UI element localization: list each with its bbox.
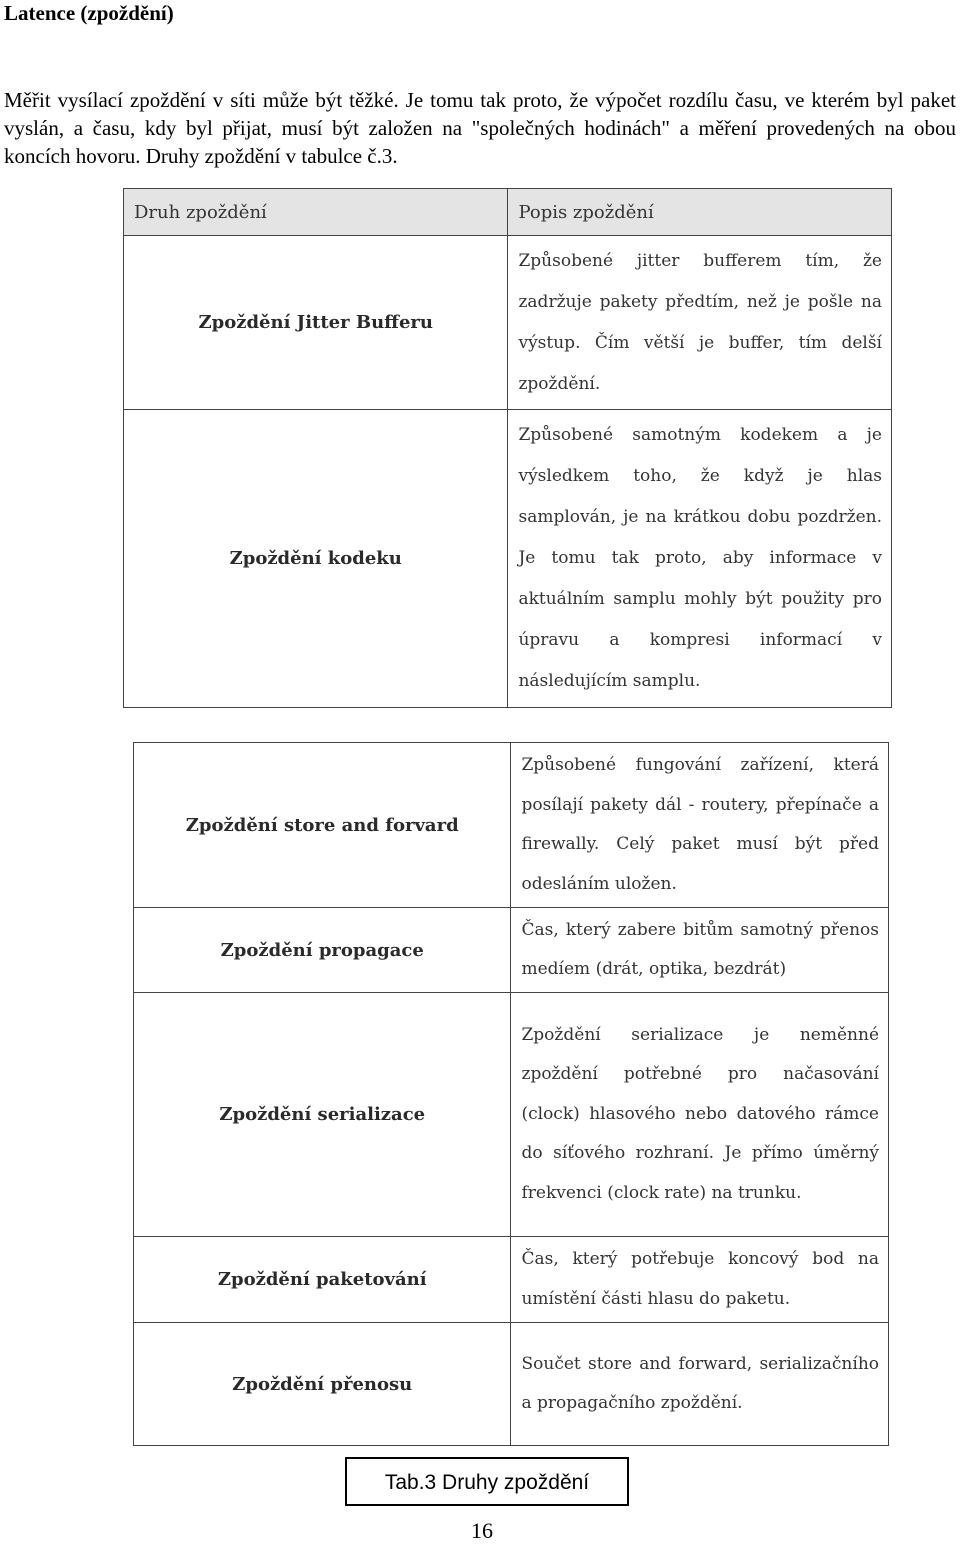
table-row: [134, 1323, 889, 1446]
delay-description-cell: Čas, který potřebuje koncový bod na umístění části hlasu do paketu.: [511, 1237, 889, 1323]
delay-type-cell: Zpoždění propagace: [134, 908, 511, 993]
intro-paragraph: Měřit vysílací zpoždění v síti může být těžké. Je tomu tak proto, že výpočet rozdílu času, ve kterém byl paket vyslán, a času, kdy byl přijat, musí být založen na "společných hodinách" a měření provedených na obou koncích hovoru. Druhy zpoždění v tabulce č.3.: [4, 88, 956, 168]
delay-type-cell: Zpoždění serializace: [134, 993, 511, 1237]
delay-description-cell: Způsobené jitter bufferem tím, že zadržuje pakety předtím, než je pošle na výstup. Čím větší je buffer, tím delší zpoždění.: [508, 236, 892, 410]
delay-type-cell: Zpoždění paketování: [134, 1237, 511, 1323]
delay-description-cell: Součet store and forward, serializačního a propagačního zpoždění.: [511, 1323, 889, 1446]
table-row: [134, 743, 889, 908]
table-row: [134, 993, 889, 1237]
delay-types-table-part-1: [123, 188, 892, 708]
delay-type-cell: Zpoždění store and forvard: [134, 743, 511, 908]
table-row: [124, 410, 892, 708]
delay-description-cell: Zpoždění serializace je neměnné zpoždění potřebné pro načasování (clock) hlasového nebo datového rámce do síťového rozhraní. Je přímo úměrný frekvenci (clock rate) na trunku.: [511, 993, 889, 1237]
delay-description-cell: Způsobené samotným kodekem a je výsledkem toho, že když je hlas samplován, je na krátkou dobu pozdržen. Je tomu tak proto, aby informace v aktuálním samplu mohly být použity pro úpravu a kompresi informací v následujícím samplu.: [508, 410, 892, 708]
delay-type-cell: Zpoždění Jitter Bufferu: [124, 236, 508, 410]
table-row: [134, 908, 889, 993]
delay-types-table-part-2: [133, 742, 889, 1446]
delay-description-cell: Způsobené fungování zařízení, která posílají pakety dál - routery, přepínače a firewally. Celý paket musí být před odesláním uložen.: [511, 743, 889, 908]
delay-description-cell: Čas, který zabere bitům samotný přenos medíem (drát, optika, bezdrát): [511, 908, 889, 993]
table-row: [124, 236, 892, 410]
delay-type-cell: Zpoždění přenosu: [134, 1323, 511, 1446]
page-number: 16: [471, 1518, 493, 1543]
column-header-type: Druh zpoždění: [124, 189, 508, 236]
delay-type-cell: Zpoždění kodeku: [124, 410, 508, 708]
table-header-row: [124, 189, 892, 236]
table-caption: Tab.3 Druhy zpoždění: [345, 1457, 629, 1506]
column-header-description: Popis zpoždění: [508, 189, 892, 236]
table-row: [134, 1237, 889, 1323]
section-heading: Latence (zpoždění): [4, 1, 174, 25]
